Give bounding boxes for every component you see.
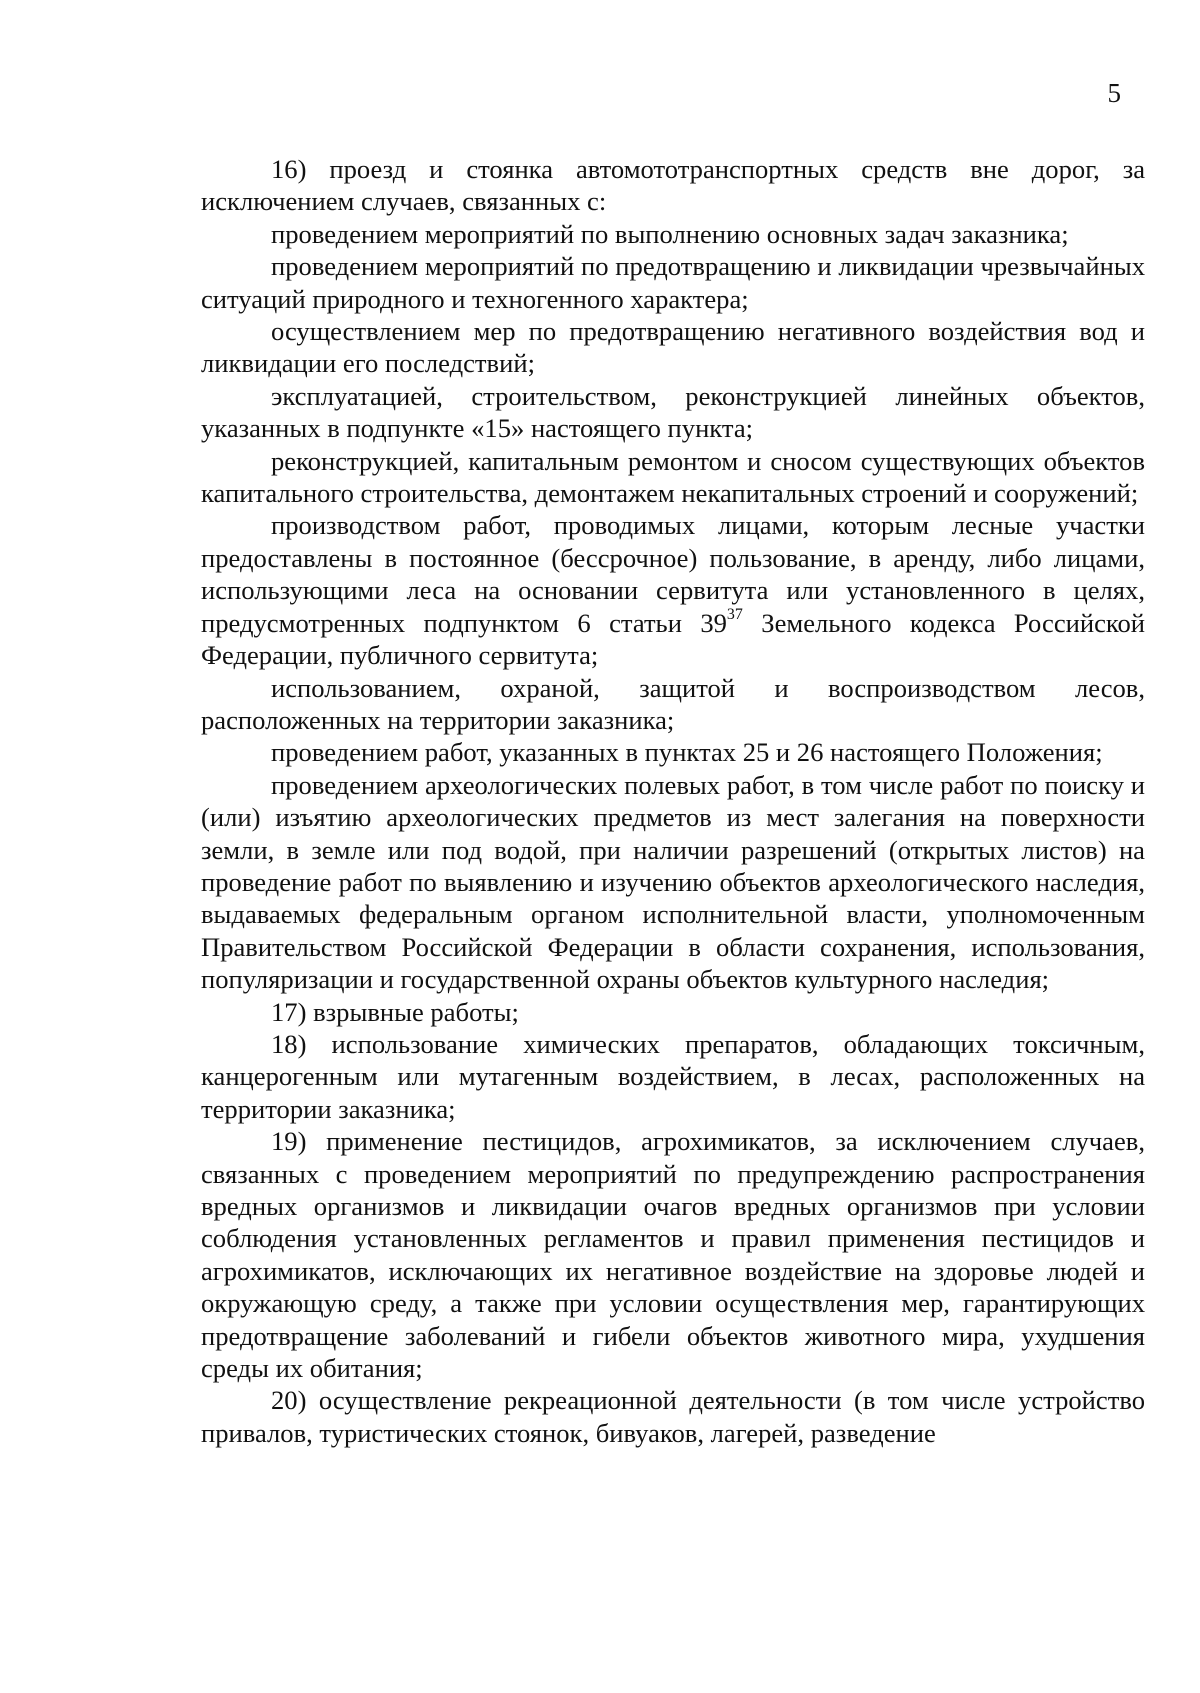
article-superscript: 37 xyxy=(726,606,743,624)
paragraph-exception-capital-construction: реконструкцией, капитальным ремонтом и сносом существующих объектов капитального строительства, демонтажем некапитальных строений и сооружений; xyxy=(201,445,1145,509)
paragraph-item-18: 18) использование химических препаратов, обладающих токсичным, канцерогенным или мутагенным воздействием, в лесах, расположенных на территории заказника; xyxy=(201,1028,1145,1124)
paragraph-exception-works-25-26: проведением работ, указанных в пунктах 25 и 26 настоящего Положения; xyxy=(271,737,1103,768)
forest-works-text-end: Земельного кодекса Российской Федерации, публичного сервитута; xyxy=(201,607,1145,671)
paragraph-exception-forest-protection: использованием, охраной, защитой и воспроизводством лесов, расположенных на территории заказника; xyxy=(201,672,1145,735)
paragraph-exception-linear-objects: эксплуатацией, строительством, реконструкцией линейных объектов, указанных в подпункте «15» настоящего пункта; xyxy=(201,380,1145,444)
paragraph-exception-main-tasks: проведением мероприятий по выполнению основных задач заказника; xyxy=(271,218,1069,249)
paragraph-item-19: 19) применение пестицидов, агрохимикатов, за исключением случаев, связанных с проведением мероприятий по предупреждению распространения вредных организмов и ликвидации очагов вредных организмов при условии соблюдения установленных регламентов и правил применения пестицидов и агрохимикатов, исключающих их негативное воздействие на здоровье людей и окружающую среду, а также при условии осуществления мер, гарантирующих предотвращение заболеваний и гибели объектов животного мира, ухудшения среды их обитания; xyxy=(201,1126,1145,1384)
paragraph-item-17: 17) взрывные работы; xyxy=(271,996,519,1027)
paragraph-exception-water-impact: осуществлением мер по предотвращению негативного воздействия вод и ликвидации его последствий; xyxy=(201,316,1145,379)
paragraph-item-20: 20) осуществление рекреационной деятельности (в том числе устройство привалов, туристических стоянок, бивуаков, лагерей, разведение xyxy=(201,1385,1145,1448)
page-number: 5 xyxy=(1107,78,1121,108)
document-body xyxy=(201,153,1145,1449)
paragraph-exception-archaeology: проведением археологических полевых работ, в том числе работ по поиску и (или) изъятию археологических предметов из мест залегания на поверхности земли, в земле или под водой, при наличии разрешений (открытых листов) на проведение работ по выявлению и изучению объектов археологического наследия, выдаваемых федеральным органом исполнительной власти, уполномоченным Правительством Российской Федерации в области сохранения, использования, популяризации и государственной охраны объектов культурного наследия; xyxy=(201,769,1145,995)
paragraph-exception-forest-works xyxy=(201,509,1145,671)
forest-works-text-start: производством работ, проводимых лицами, которым лесные участки предоставлены в постоянное (бессрочное) пользование, в аренду, либо лицами, использующими леса на основании сервитута или установленного в целях, предусмотренных подпунктом 6 статьи 39 xyxy=(201,510,1145,638)
paragraph-item-16: 16) проезд и стоянка автомототранспортных средств вне дорог, за исключением случаев, связанных с: xyxy=(201,154,1145,217)
paragraph-exception-emergencies: проведением мероприятий по предотвращению и ликвидации чрезвычайных ситуаций природного и техногенного характера; xyxy=(201,251,1145,314)
